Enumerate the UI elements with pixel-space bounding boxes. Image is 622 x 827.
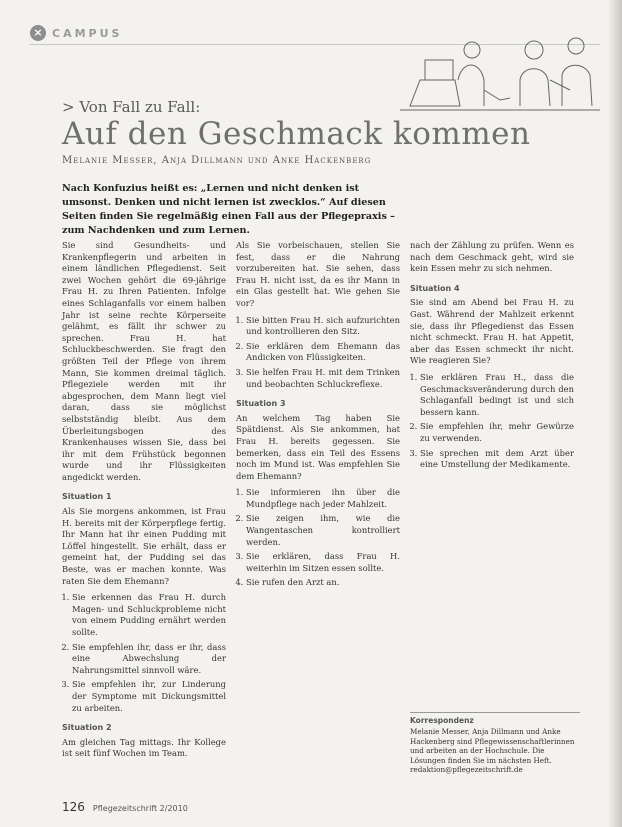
correspondence-text: Melanie Messer, Anja Dillmann und Anke Hackenberg sind Pflegewissenschaftlerinnen und arbeiten an der Hochschule. Die Lösungen finden Sie im nächsten Heft. — [410, 727, 575, 765]
situation-heading: Situation 4 — [410, 283, 460, 293]
answer-item: 3. Sie helfen Frau H. mit dem Trinken und beobachten Schluckreflexe. — [246, 367, 400, 390]
correspondence-box — [410, 712, 580, 785]
page-number: 126 — [62, 800, 85, 814]
situation-text: Sie sind am Abend bei Frau H. zu Gast. Während der Mahlzeit erkennt sie, dass ihr Pflegedienst das Essen nicht schmeckt. Frau H. hat Appetit, aber das Essen schmeckt ihr nicht. Wie reagieren Sie? — [410, 297, 574, 366]
answer-item: 2. Sie erklären dem Ehemann das Andicken von Flüssigkeiten. — [246, 341, 400, 364]
situation-text: nach der Zählung zu prüfen. Wenn es nach dem Geschmack geht, wird sie kein Essen mehr zu sich nehmen. — [410, 240, 574, 274]
correspondence-email[interactable]: redaktion@pflegezeitschrift.de — [410, 765, 523, 775]
answer-item: 2. Sie empfehlen ihr, dass er ihr, dass eine Abwechslung der Nahrungsmittel sinnvoll wäre. — [72, 642, 226, 677]
situation-heading: Situation 1 — [62, 492, 112, 502]
answer-item: 3. Sie empfehlen ihr, zur Linderung der Symptome mit Dickungsmittel zu arbeiten. — [72, 679, 226, 714]
answer-item: 1. Sie bitten Frau H. sich aufzurichten und kontrollieren den Sitz. — [246, 315, 400, 338]
answer-item: 1. Sie informieren ihn über die Mundpflege nach jeder Mahlzeit. — [246, 487, 400, 510]
answer-list — [236, 315, 400, 391]
answer-item: 1. Sie erklären Frau H., dass die Geschmacksveränderung durch den Schlaganfall bedingt ist und sich bessern kann. — [420, 372, 574, 418]
situation-heading: Situation 2 — [62, 723, 112, 733]
nurse-illustration — [400, 20, 600, 112]
campus-x-icon: × — [30, 25, 46, 41]
correspondence-heading: Korrespondenz — [410, 716, 474, 725]
answer-item: 2. Sie empfehlen ihr, mehr Gewürze zu verwenden. — [420, 421, 574, 444]
column-2 — [236, 240, 400, 593]
answer-item: 3. Sie erklären, dass Frau H. weiterhin im Sitzen essen sollte. — [246, 551, 400, 574]
answer-item: 1. Sie erkennen das Frau H. durch Magen- und Schluckprobleme nicht von einem Pudding ernährt werden sollte. — [72, 592, 226, 638]
intro-paragraph: Sie sind Gesundheits- und Krankenpflegerin und arbeiten in einem ländlichen Pflegedienst. Seit zwei Wochen gehört die 69-jährige Frau H. zu Ihren Patienten. Infolge eines Schlaganfalls vor einem halben Jahr ist seine rechte Körperseite gelähmt, es fällt ihr schwer zu sprechen. Frau H. hat Schluckbeschwerden. Sie fragt den größten Teil der Pflege von ihrem Mann, Sie kommen dreimal täglich. Pflegeziele werden mit ihr abgesprochen, dem Mann liegt viel daran, dass sie möglichst selbstständig bleibt. Aus dem Überleitungsbogen des Krankenhauses wissen Sie, dass bei ihr mit dem Frühstück begonnen wurde und ihr Flüssigkeiten angedickt werden. — [62, 240, 226, 482]
article-lead: Nach Konfuzius heißt es: „Lernen und nicht denken ist umsonst. Denken und nicht lernen ist zwecklos.“ Auf diesen Seiten finden Sie regelmäßig einen Fall aus der Pflegepraxis – zum Nachdenken und zum Lernen. — [62, 183, 395, 236]
section-header — [30, 24, 200, 42]
situation-text: Als Sie morgens ankommen, ist Frau H. bereits mit der Körperpflege fertig. Ihr Mann hat ihr einen Pudding mit Löffel hingestellt. Sie erhält, dass er gemeint hat, der Pudding sei das Beste, was er machen konnte. Was raten Sie dem Ehemann? — [62, 506, 226, 586]
answer-item: 4. Sie rufen den Arzt an. — [246, 577, 400, 589]
column-3 — [410, 240, 574, 475]
article-title: Auf den Geschmack kommen — [62, 116, 531, 152]
answer-item: 3. Sie sprechen mit dem Arzt über eine Umstellung der Medikamente. — [420, 448, 574, 471]
answer-list — [236, 487, 400, 589]
article-authors: Melanie Messer, Anja Dillmann und Anke Hackenberg — [62, 155, 372, 166]
answer-item: 2. Sie zeigen ihm, wie die Wangentaschen kontrolliert werden. — [246, 513, 400, 548]
section-label: CAMPUS — [52, 26, 123, 40]
situation-text: An welchem Tag haben Sie Spätdienst. Als Sie ankommen, hat Frau H. bereits gegessen. Sie bemerken, dass ein Teil des Essens noch im Mund ist. Was empfehlen Sie dem Ehemann? — [236, 412, 400, 481]
publication-source: Pflegezeitschrift 2/2010 — [92, 804, 188, 813]
page-edge-shadow — [608, 0, 622, 827]
answer-list — [62, 592, 226, 714]
situation-text: Als Sie vorbeischauen, stellen Sie fest, dass er die Nahrung vorzubereiten hat. Sie sehen, dass Frau H. nicht isst, da es ihr Mann in ein Glas gestellt hat. Wie gehen Sie vor? — [236, 240, 400, 308]
column-1 — [62, 240, 226, 765]
page-footer — [62, 800, 188, 814]
answer-list — [410, 372, 574, 471]
situation-text: Am gleichen Tag mittags. Ihr Kollege ist seit fünf Wochen im Team. — [62, 736, 226, 759]
situation-heading: Situation 3 — [236, 399, 286, 409]
article-kicker: > Von Fall zu Fall: — [62, 98, 201, 116]
